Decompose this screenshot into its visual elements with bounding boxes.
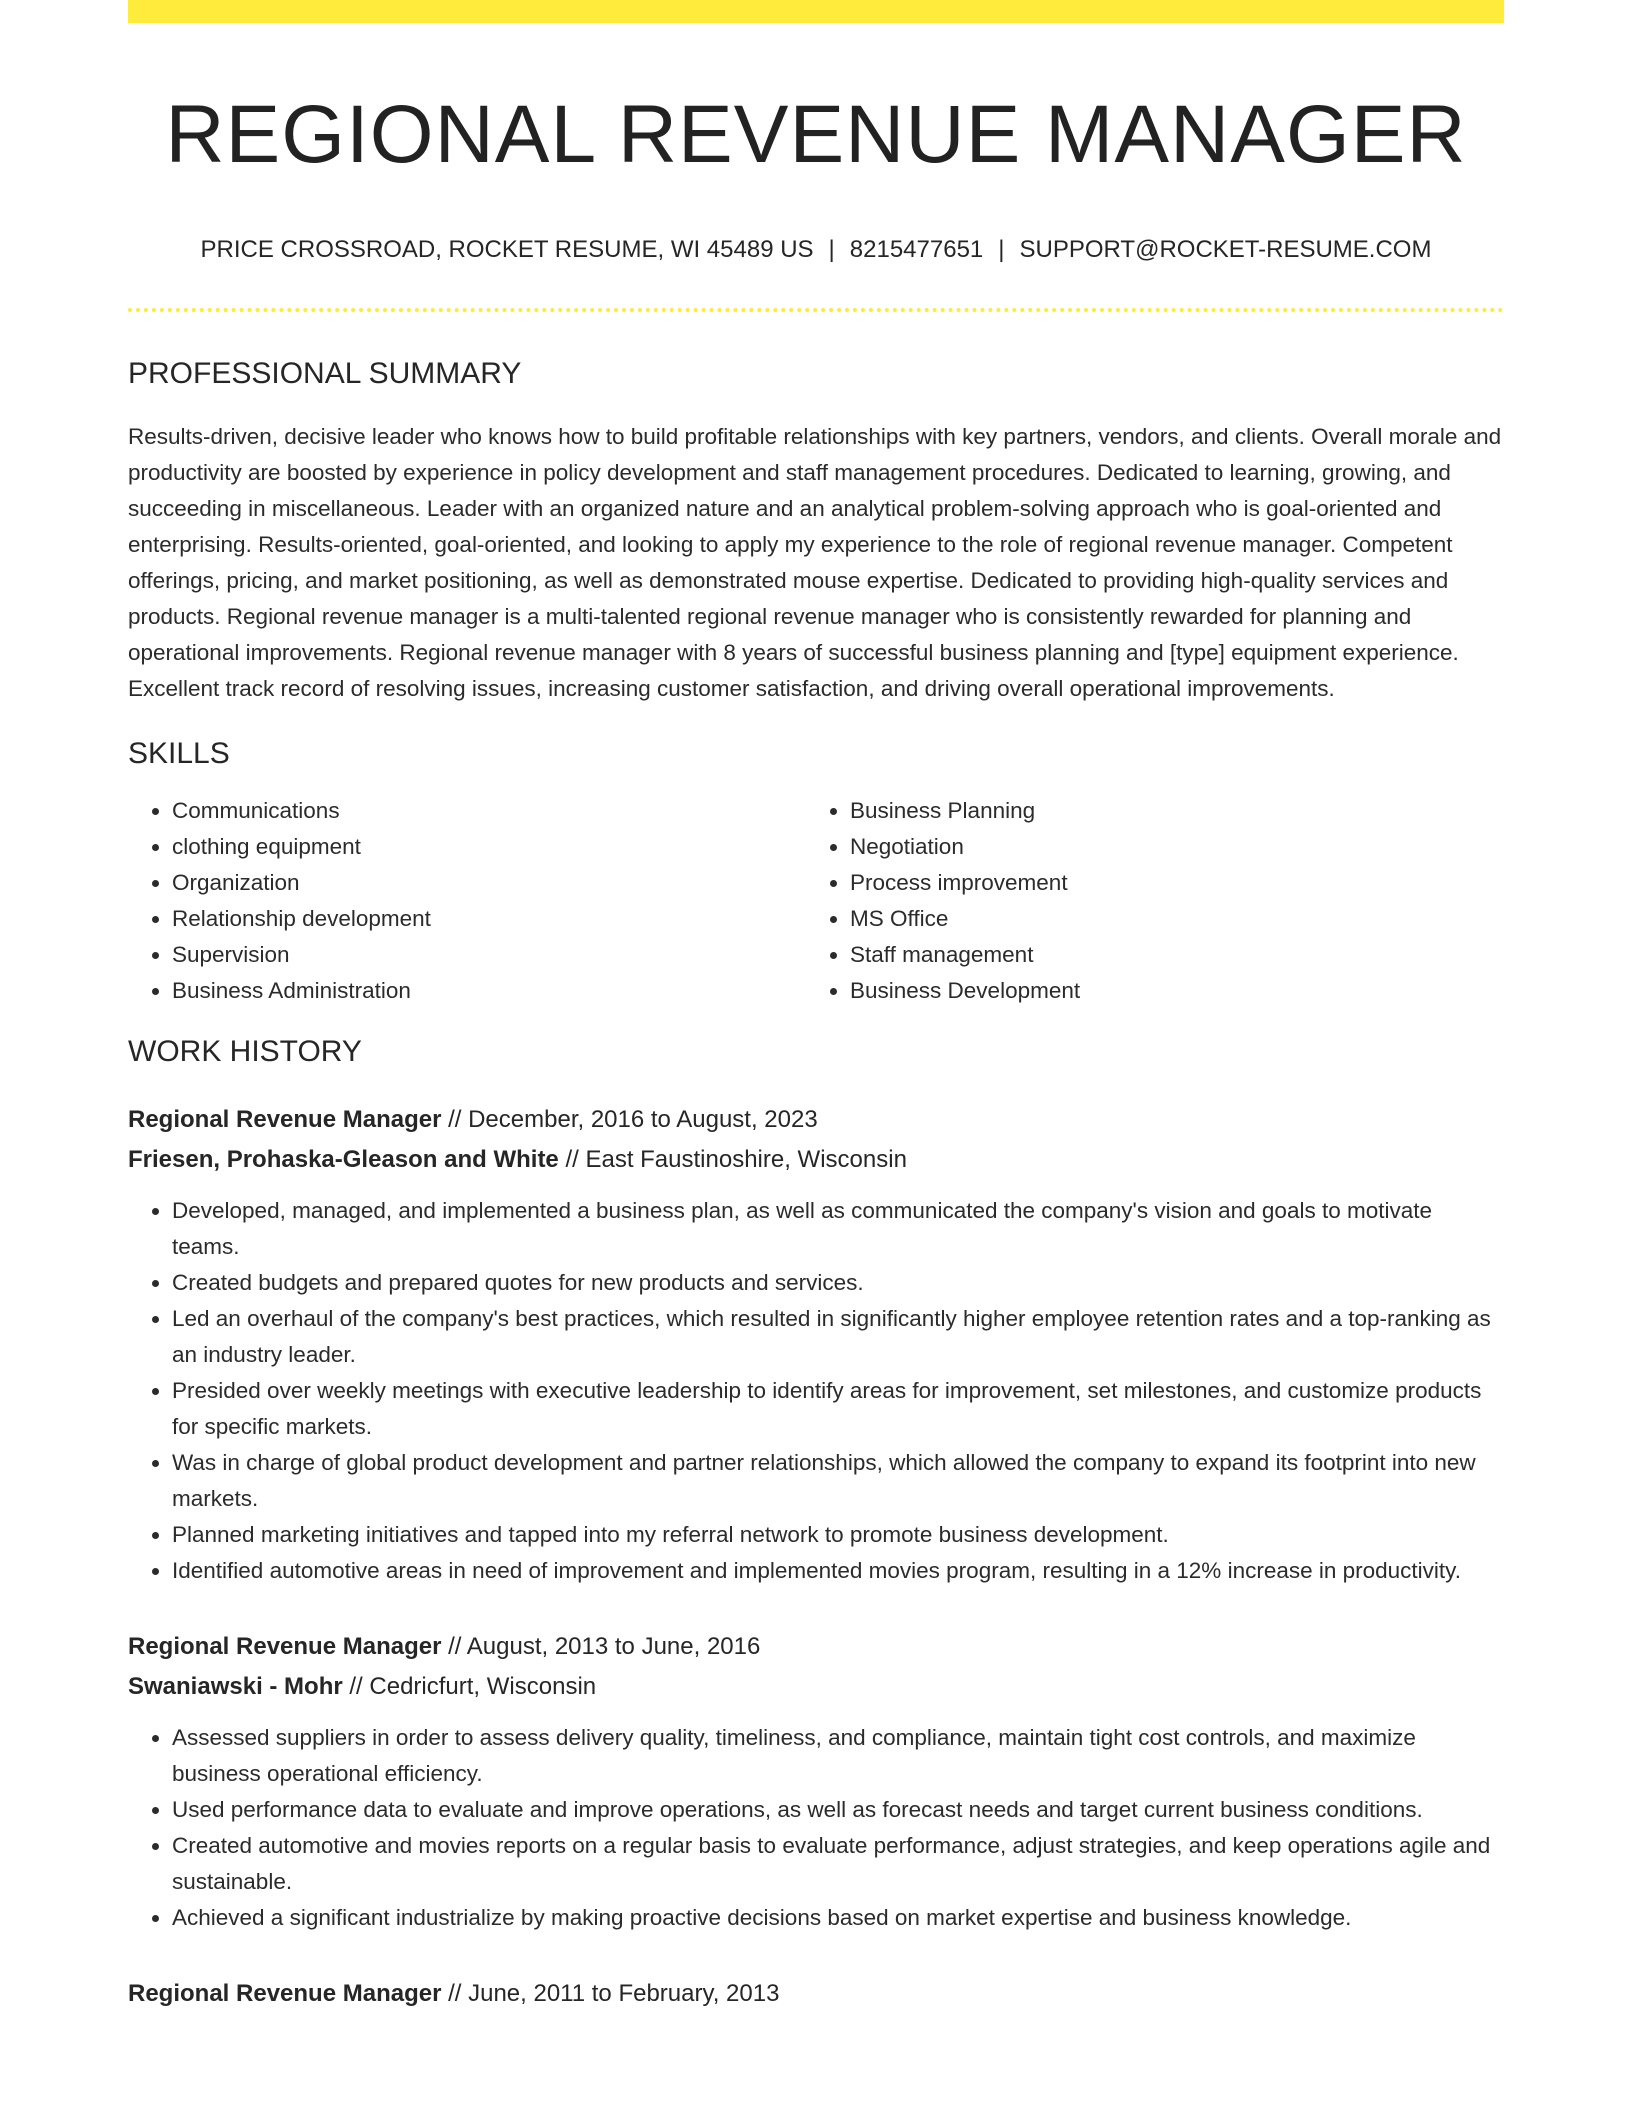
job-bullet: • Was in charge of global product development and partner relationships, which allowed the company to expand its footprint into new markets.: [172, 1445, 1504, 1517]
job-role-line: [128, 1100, 1504, 1140]
job-dates: // August, 2013 to June, 2016: [448, 1633, 761, 1660]
job-role: Regional Revenue Manager: [128, 1106, 442, 1133]
job-company: Friesen, Prohaska-Gleason and White: [128, 1146, 559, 1173]
job-bullet: • Achieved a significant industrialize by making proactive decisions based on market expertise and business knowledge.: [172, 1900, 1504, 1936]
job-entry: [128, 1974, 1504, 2014]
job-location: // Cedricfurt, Wisconsin: [349, 1673, 597, 1700]
job-entry: [128, 1100, 1504, 1589]
skills-column-left: [128, 793, 806, 1009]
summary-heading: PROFESSIONAL SUMMARY: [128, 357, 522, 390]
job-bullet: • Created budgets and prepared quotes for new products and services.: [172, 1265, 1504, 1301]
work-history-heading: WORK HISTORY: [128, 1035, 362, 1068]
skills-column-right: [806, 793, 1484, 1009]
job-dates: // December, 2016 to August, 2023: [448, 1106, 818, 1133]
skill-item: • Supervision: [172, 937, 806, 973]
contact-line: [128, 235, 1504, 265]
job-bullet: • Planned marketing initiatives and tapped into my referral network to promote business development.: [172, 1517, 1504, 1553]
job-company: Swaniawski - Mohr: [128, 1673, 343, 1700]
skill-item: • clothing equipment: [172, 829, 806, 865]
job-entry: [128, 1627, 1504, 1936]
contact-email[interactable]: SUPPORT@ROCKET-RESUME.COM: [1019, 236, 1432, 263]
skill-item: • Staff management: [850, 937, 1484, 973]
job-bullet: • Presided over weekly meetings with executive leadership to identify areas for improvement, set milestones, and customize products for specific markets.: [172, 1373, 1504, 1445]
job-bullet: • Led an overhaul of the company's best practices, which resulted in significantly higher employee retention rates and a top-ranking as an industry leader.: [172, 1301, 1504, 1373]
skill-item: • Process improvement: [850, 865, 1484, 901]
job-location: // East Faustinoshire, Wisconsin: [565, 1146, 907, 1173]
job-role: Regional Revenue Manager: [128, 1980, 442, 2007]
resume-page: [128, 0, 1504, 2014]
contact-separator: |: [998, 236, 1005, 263]
contact-separator: |: [828, 236, 835, 263]
job-company-line: [128, 1667, 1504, 1707]
resume-title: REGIONAL REVENUE MANAGER: [165, 89, 1467, 180]
summary-text: Results-driven, decisive leader who knows how to build profitable relationships with key partners, vendors, and clients. Overall morale and productivity are boosted by experience in policy development and staff management procedures. Dedicated to learning, growing, and succeeding in miscellaneous. Leader with an organized nature and an analytical problem-solving approach who is goal-oriented and enterprising. Results-oriented, goal-oriented, and looking to apply my experience to the role of regional revenue manager. Competent offerings, pricing, and market positioning, as well as demonstrated mouse expertise. Dedicated to providing high-quality services and products. Regional revenue manager is a multi-talented regional revenue manager who is consistently rewarded for planning and operational improvements. Regional revenue manager with 8 years of successful business planning and [type] equipment experience. Excellent track record of resolving issues, increasing customer satisfaction, and driving overall operational improvements.: [128, 424, 1502, 701]
job-dates: // June, 2011 to February, 2013: [448, 1980, 780, 2007]
dotted-divider: [128, 308, 1504, 312]
skill-item: • Communications: [172, 793, 806, 829]
job-company-line: [128, 1140, 1504, 1180]
skill-item: • Business Planning: [850, 793, 1484, 829]
skill-item: • Relationship development: [172, 901, 806, 937]
contact-phone: 8215477651: [849, 236, 984, 263]
job-bullet: • Identified automotive areas in need of improvement and implemented movies program, resulting in a 12% increase in productivity.: [172, 1553, 1504, 1589]
contact-address: PRICE CROSSROAD, ROCKET RESUME, WI 45489 US: [200, 236, 814, 263]
job-role-line: [128, 1974, 1504, 2014]
job-bullet: • Developed, managed, and implemented a business plan, as well as communicated the company's vision and goals to motivate teams.: [172, 1193, 1504, 1265]
skill-item: • MS Office: [850, 901, 1484, 937]
job-bullet: • Created automotive and movies reports on a regular basis to evaluate performance, adjust strategies, and keep operations agile and sustainable.: [172, 1828, 1504, 1900]
job-role-line: [128, 1627, 1504, 1667]
top-accent-bar: [128, 0, 1504, 23]
skill-item: • Business Administration: [172, 973, 806, 1009]
skills-heading: SKILLS: [128, 737, 230, 770]
skill-item: • Organization: [172, 865, 806, 901]
job-bullets: [128, 1720, 1504, 1936]
job-bullets: [128, 1193, 1504, 1589]
job-bullet: • Used performance data to evaluate and improve operations, as well as forecast needs and target current business conditions.: [172, 1792, 1504, 1828]
job-role: Regional Revenue Manager: [128, 1633, 442, 1660]
job-bullet: • Assessed suppliers in order to assess delivery quality, timeliness, and compliance, maintain tight cost controls, and maximize business operational efficiency.: [172, 1720, 1504, 1792]
skills-list: [128, 793, 1504, 1009]
skill-item: • Business Development: [850, 973, 1484, 1009]
skill-item: • Negotiation: [850, 829, 1484, 865]
